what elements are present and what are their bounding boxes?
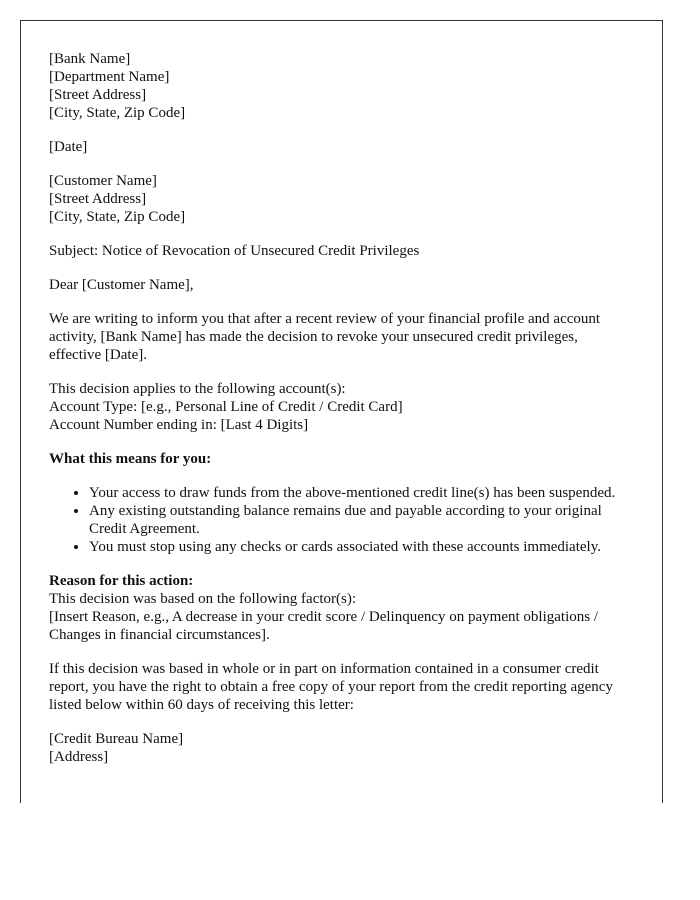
salutation: Dear [Customer Name], [49, 277, 194, 293]
account-type: Account Type: [e.g., Personal Line of Credit / Credit Card] [49, 399, 403, 415]
bank-name: [Bank Name] [49, 51, 131, 67]
sender-address [49, 50, 632, 122]
reason-detail: [Insert Reason, e.g., A decrease in your credit score / Delinquency on payment obligations / Changes in financial circumstances]. [49, 609, 599, 643]
bureau-street: [Address] [49, 749, 109, 765]
customer-name: [Customer Name] [49, 173, 157, 189]
credit-report-paragraph: If this decision was based in whole or in part on information contained in a consumer credit report, you have the right to obtain a free copy of your report from the credit reporting agency listed below within 60 days of receiving this letter: [49, 661, 613, 713]
means-heading [49, 450, 632, 468]
bureau-name: [Credit Bureau Name] [49, 731, 184, 747]
sender-city: [City, State, Zip Code] [49, 105, 186, 121]
reason-intro: This decision was based on the following factor(s): [49, 591, 357, 607]
sender-street: [Street Address] [49, 87, 147, 103]
subject-line: Subject: Notice of Revocation of Unsecured Credit Privileges [49, 243, 420, 259]
recipient-city: [City, State, Zip Code] [49, 209, 186, 225]
means-list [49, 484, 632, 556]
means-heading-text: What this means for you: [49, 451, 212, 467]
bureau-address [49, 730, 632, 766]
reason-block [49, 572, 632, 644]
list-item: • You must stop using any checks or cards associated with these accounts immediately. [89, 538, 632, 556]
account-number: Account Number ending in: [Last 4 Digits] [49, 417, 309, 433]
department-name: [Department Name] [49, 69, 170, 85]
reason-heading: Reason for this action: [49, 573, 194, 589]
list-item: • Your access to draw funds from the above-mentioned credit line(s) has been suspended. [89, 484, 632, 502]
letter-date: [Date] [49, 139, 88, 155]
recipient-address [49, 172, 632, 226]
recipient-street: [Street Address] [49, 191, 147, 207]
accounts-intro: This decision applies to the following account(s): [49, 381, 346, 397]
letter-page [20, 20, 663, 803]
accounts-block [49, 380, 632, 434]
intro-paragraph: We are writing to inform you that after a recent review of your financial profile and account activity, [Bank Name] has made the decision to revoke your unsecured credit privileges, effective [Date]. [49, 311, 601, 363]
list-item: • Any existing outstanding balance remains due and payable according to your original Credit Agreement. [89, 502, 632, 538]
